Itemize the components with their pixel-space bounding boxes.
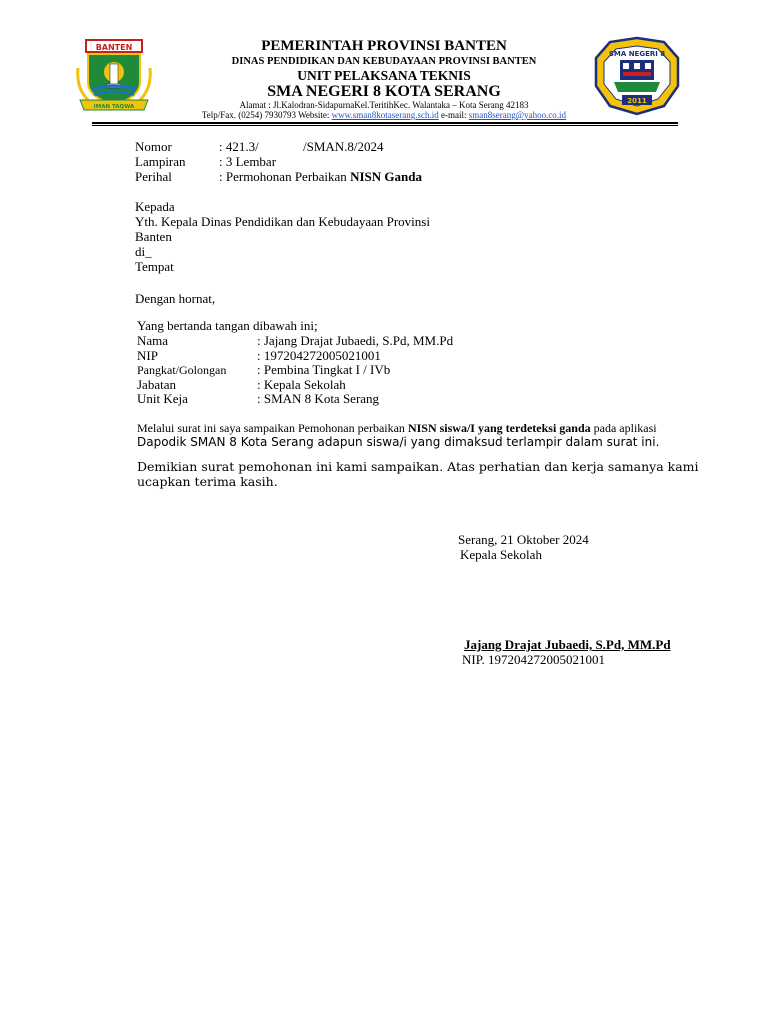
banten-emblem-icon — [74, 38, 154, 114]
recipient-line2: Banten — [135, 229, 172, 244]
perihal-value — [219, 169, 422, 185]
letterhead-rule-thick — [92, 122, 678, 124]
signer-row-value: : SMAN 8 Kota Serang — [257, 391, 380, 406]
body-p1-end: pada aplikasi — [590, 421, 657, 435]
website-link[interactable]: www.sman8kotaserang.sch.id — [331, 110, 439, 120]
signer-row-value: : Pembina Tingkat I / IVb — [257, 362, 391, 377]
letterhead-rule-thin — [92, 125, 678, 126]
email-label: e-mail: — [438, 110, 469, 120]
signer-row-label: Unit Keja — [137, 391, 188, 406]
signature-name: Jajang Drajat Jubaedi, S.Pd, MM.Pd — [464, 637, 671, 652]
perihal-label: Perihal — [135, 169, 172, 184]
letterhead-address: Alamat : Jl.Kalodran-SidapurnaKel.TeritihKec. Walantaka – Kota Serang 42183 — [239, 100, 529, 110]
body-p1-start: Melalui surat ini saya sampaikan Pemohonan perbaikan — [137, 421, 408, 435]
greeting: Dengan hornat, — [135, 291, 216, 306]
recipient-line3: di_ — [135, 244, 152, 259]
lampiran-label: Lampiran — [135, 154, 186, 169]
left-logo-motto: IMAN TAQWA — [93, 104, 135, 110]
letterhead-unit: UNIT PELAKSANA TEKNIS — [297, 68, 471, 83]
contact-phone: Telp/Fax. (0254) 7930793 Website: — [201, 110, 332, 120]
letterhead-school-name: SMA NEGERI 8 KOTA SERANG — [267, 83, 501, 100]
letterhead-department: DINAS PENDIDIKAN DAN KEBUDAYAAN PROVINSI BANTEN — [231, 56, 537, 67]
left-logo-title: BANTEN — [95, 43, 133, 52]
signer-row-label: NIP — [137, 348, 158, 363]
email-link[interactable]: sman8serang@yahoo.co.id — [468, 110, 567, 120]
signer-row-value: : Jajang Drajat Jubaedi, S.Pd, MM.Pd — [257, 333, 454, 348]
letterhead-contact — [150, 110, 618, 120]
body-paragraph-1-line2: Dapodik SMAN 8 Kota Serang adapun siswa/i yang dimaksud terlampir dalam surat ini. — [137, 435, 660, 449]
perihal-text: : Permohonan Perbaikan — [219, 169, 351, 184]
body-paragraph-2-line2: ucapkan terima kasih. — [137, 474, 278, 489]
nomor-label: Nomor — [135, 139, 172, 154]
letterhead-government: PEMERINTAH PROVINSI BANTEN — [261, 38, 507, 54]
right-logo-year: 2011 — [627, 97, 647, 105]
signer-row-label: Jabatan — [137, 377, 176, 392]
nomor-suffix: /SMAN.8/2024 — [303, 139, 384, 154]
recipient-kepada: Kepada — [135, 199, 175, 214]
nomor-value: : 421.3/ — [219, 139, 259, 154]
lampiran-value: : 3 Lembar — [219, 154, 277, 169]
body-p1-bold: NISN siswa/I yang terdeteksi ganda — [407, 421, 591, 435]
recipient-line4: Tempat — [135, 259, 174, 274]
recipient-line1: Yth. Kepala Dinas Pendidikan dan Kebudayaan Provinsi — [135, 214, 430, 229]
signer-row-value: : Kepala Sekolah — [257, 377, 346, 392]
signer-row-label: Pangkat/Golongan — [137, 363, 227, 377]
signature-title: Kepala Sekolah — [460, 547, 542, 562]
perihal-bold: NISN Ganda — [350, 169, 422, 184]
signer-row-label: Nama — [137, 333, 169, 348]
signer-intro: Yang bertanda tangan dibawah ini; — [137, 318, 318, 333]
body-paragraph-2-line1: Demikian surat pemohonan ini kami sampaikan. Atas perhatian dan kerja samanya kami — [137, 459, 699, 474]
signature-place-date: Serang, 21 Oktober 2024 — [458, 532, 589, 547]
signer-row-value: : 197204272005021001 — [257, 348, 381, 363]
body-paragraph-1-line1 — [137, 421, 657, 436]
signature-nip: NIP. 197204272005021001 — [462, 652, 606, 667]
right-logo-title: SMA NEGERI 8 — [608, 50, 666, 58]
